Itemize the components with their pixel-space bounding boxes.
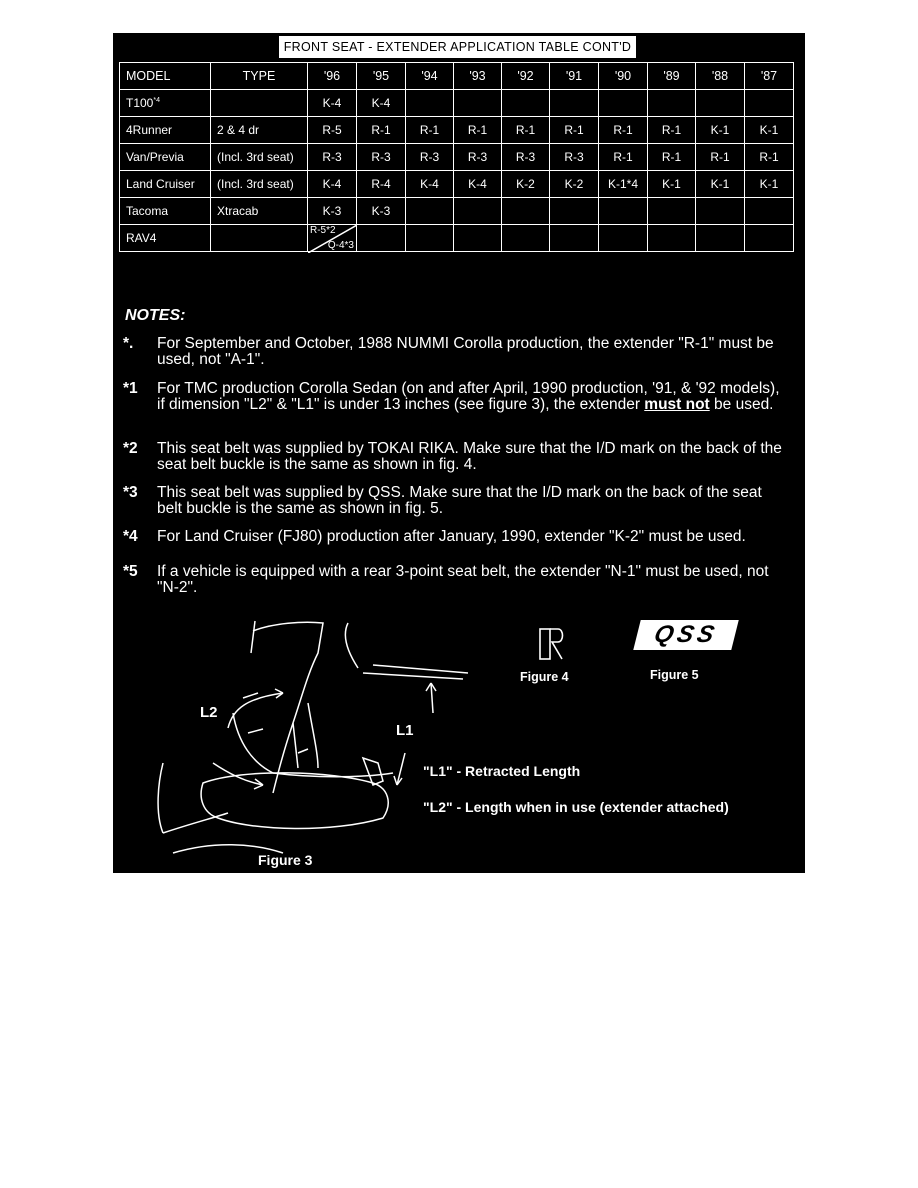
table-header-row [120,63,794,90]
extender-cell: R-1 [406,117,454,144]
extender-cell [550,90,599,117]
extender-application-panel [113,33,805,873]
extender-cell: K-4 [308,90,357,117]
extender-cell: K-3 [357,198,406,225]
extender-cell [599,225,648,252]
header-year: '93 [454,63,502,90]
extender-cell: R-1 [357,117,406,144]
model-cell: Land Cruiser [120,171,211,198]
type-cell: 2 & 4 dr [211,117,308,144]
extender-cell [550,198,599,225]
extender-cell [745,90,794,117]
note-text: For September and October, 1988 NUMMI Corolla production, the extender "R-1" must be used, not "A-1". [157,335,774,368]
extender-cell: K-4 [308,171,357,198]
l1-definition: "L1" - Retracted Length [423,763,581,779]
extender-cell [696,225,745,252]
extender-cell: R-3 [357,144,406,171]
table-title: FRONT SEAT - EXTENDER APPLICATION TABLE CONT'D [279,36,636,58]
extender-cell [406,225,454,252]
type-cell: (Incl. 3rd seat) [211,144,308,171]
note-text-part: be used. [709,396,774,413]
note-text: This seat belt was supplied by TOKAI RIKA. Make sure that the I/D mark on the back of the seat belt buckle is the same as shown in fig. 4. [157,440,782,473]
extender-cell: R-1 [599,117,648,144]
extender-cell [648,90,696,117]
split-cell-top: R-5*2 [310,225,336,236]
extender-cell: K-1 [696,171,745,198]
header-year: '88 [696,63,745,90]
note-text: This seat belt was supplied by QSS. Make sure that the I/D mark on the back of the seat belt buckle is the same as shown in fig. 5. [157,484,762,517]
type-cell: Xtracab [211,198,308,225]
figure3-label: Figure 3 [258,852,313,868]
note-emphasis: must not [644,396,710,413]
split-cell-bottom: Q-4*3 [327,240,354,251]
extender-cell: R-4 [357,171,406,198]
l1-label: L1 [396,722,414,739]
extender-cell [745,198,794,225]
extender-cell: R-3 [454,144,502,171]
note-text: If a vehicle is equipped with a rear 3-point seat belt, the extender "N-1" must be used, not "N-2". [157,563,769,596]
extender-cell [599,90,648,117]
extender-cell: R-3 [550,144,599,171]
table-row [120,225,794,252]
note-marker: *. [123,335,134,352]
type-cell [211,90,308,117]
extender-cell [502,90,550,117]
table-row [120,144,794,171]
extender-cell: K-4 [454,171,502,198]
extender-cell: R-1 [502,117,550,144]
qss-logo-text: QSS [651,621,721,648]
type-cell: (Incl. 3rd seat) [211,171,308,198]
model-name: T100 [126,96,154,110]
extender-cell [454,90,502,117]
extender-cell: R-1 [599,144,648,171]
header-year: '87 [745,63,794,90]
extender-cell: K-4 [357,90,406,117]
note-text-part: For TMC production Corolla Sedan (on and after April, 1990 production, '91, & '92 models), if dimension "L2" & "L1" is under 13 inches (see figure 3), the extender [157,380,780,413]
extender-cell [648,225,696,252]
tokai-rika-mark-icon [538,627,568,661]
extender-cell [599,198,648,225]
extender-cell [550,225,599,252]
header-year: '96 [308,63,357,90]
header-year: '95 [357,63,406,90]
type-cell [211,225,308,252]
table-row [120,171,794,198]
extender-cell: R-1 [745,144,794,171]
table-row [120,198,794,225]
extender-cell: R-1 [696,144,745,171]
extender-cell: R-1 [454,117,502,144]
extender-cell [357,225,406,252]
extender-cell: R-5 [308,117,357,144]
extender-cell: K-1 [745,117,794,144]
note-marker: *5 [123,563,138,580]
extender-application-table [119,62,794,252]
extender-cell: K-1 [696,117,745,144]
extender-cell [696,90,745,117]
extender-cell [648,198,696,225]
extender-cell [745,225,794,252]
extender-cell: R-3 [502,144,550,171]
header-type: TYPE [211,63,308,90]
header-year: '89 [648,63,696,90]
extender-cell [406,198,454,225]
split-extender-cell [308,225,357,252]
model-cell: 4Runner [120,117,211,144]
extender-cell [454,225,502,252]
note-text: For Land Cruiser (FJ80) production after January, 1990, extender "K-2" must be used. [157,528,746,545]
model-cell [120,90,211,117]
extender-cell [502,225,550,252]
model-cell: Van/Previa [120,144,211,171]
extender-cell: K-1 [745,171,794,198]
model-cell: Tacoma [120,198,211,225]
note-marker: *4 [123,528,138,545]
header-year: '91 [550,63,599,90]
l2-label: L2 [200,704,218,721]
extender-cell: K-3 [308,198,357,225]
header-year: '90 [599,63,648,90]
notes-title: NOTES: [125,307,186,324]
extender-cell: R-1 [648,117,696,144]
extender-cell: K-2 [502,171,550,198]
figure4-label: Figure 4 [520,670,569,684]
qss-logo-icon [633,620,738,650]
seat-belt-diagram [133,613,483,858]
note-text [157,381,787,413]
model-cell: RAV4 [120,225,211,252]
model-footnote: *4 [153,97,160,104]
header-model: MODEL [120,63,211,90]
l2-definition: "L2" - Length when in use (extender attached) [423,799,729,815]
extender-cell [696,198,745,225]
header-year: '94 [406,63,454,90]
table-row [120,90,794,117]
extender-cell: K-1 [648,171,696,198]
header-year: '92 [502,63,550,90]
extender-cell: K-2 [550,171,599,198]
note-marker: *3 [123,484,138,501]
table-row [120,117,794,144]
extender-cell: R-3 [406,144,454,171]
extender-cell: R-1 [550,117,599,144]
extender-cell [406,90,454,117]
figure5-label: Figure 5 [650,668,699,682]
extender-cell: R-3 [308,144,357,171]
extender-cell [454,198,502,225]
note-marker: *1 [123,380,138,397]
extender-cell: K-1*4 [599,171,648,198]
extender-cell: K-4 [406,171,454,198]
extender-cell [502,198,550,225]
note-marker: *2 [123,440,138,457]
extender-cell: R-1 [648,144,696,171]
